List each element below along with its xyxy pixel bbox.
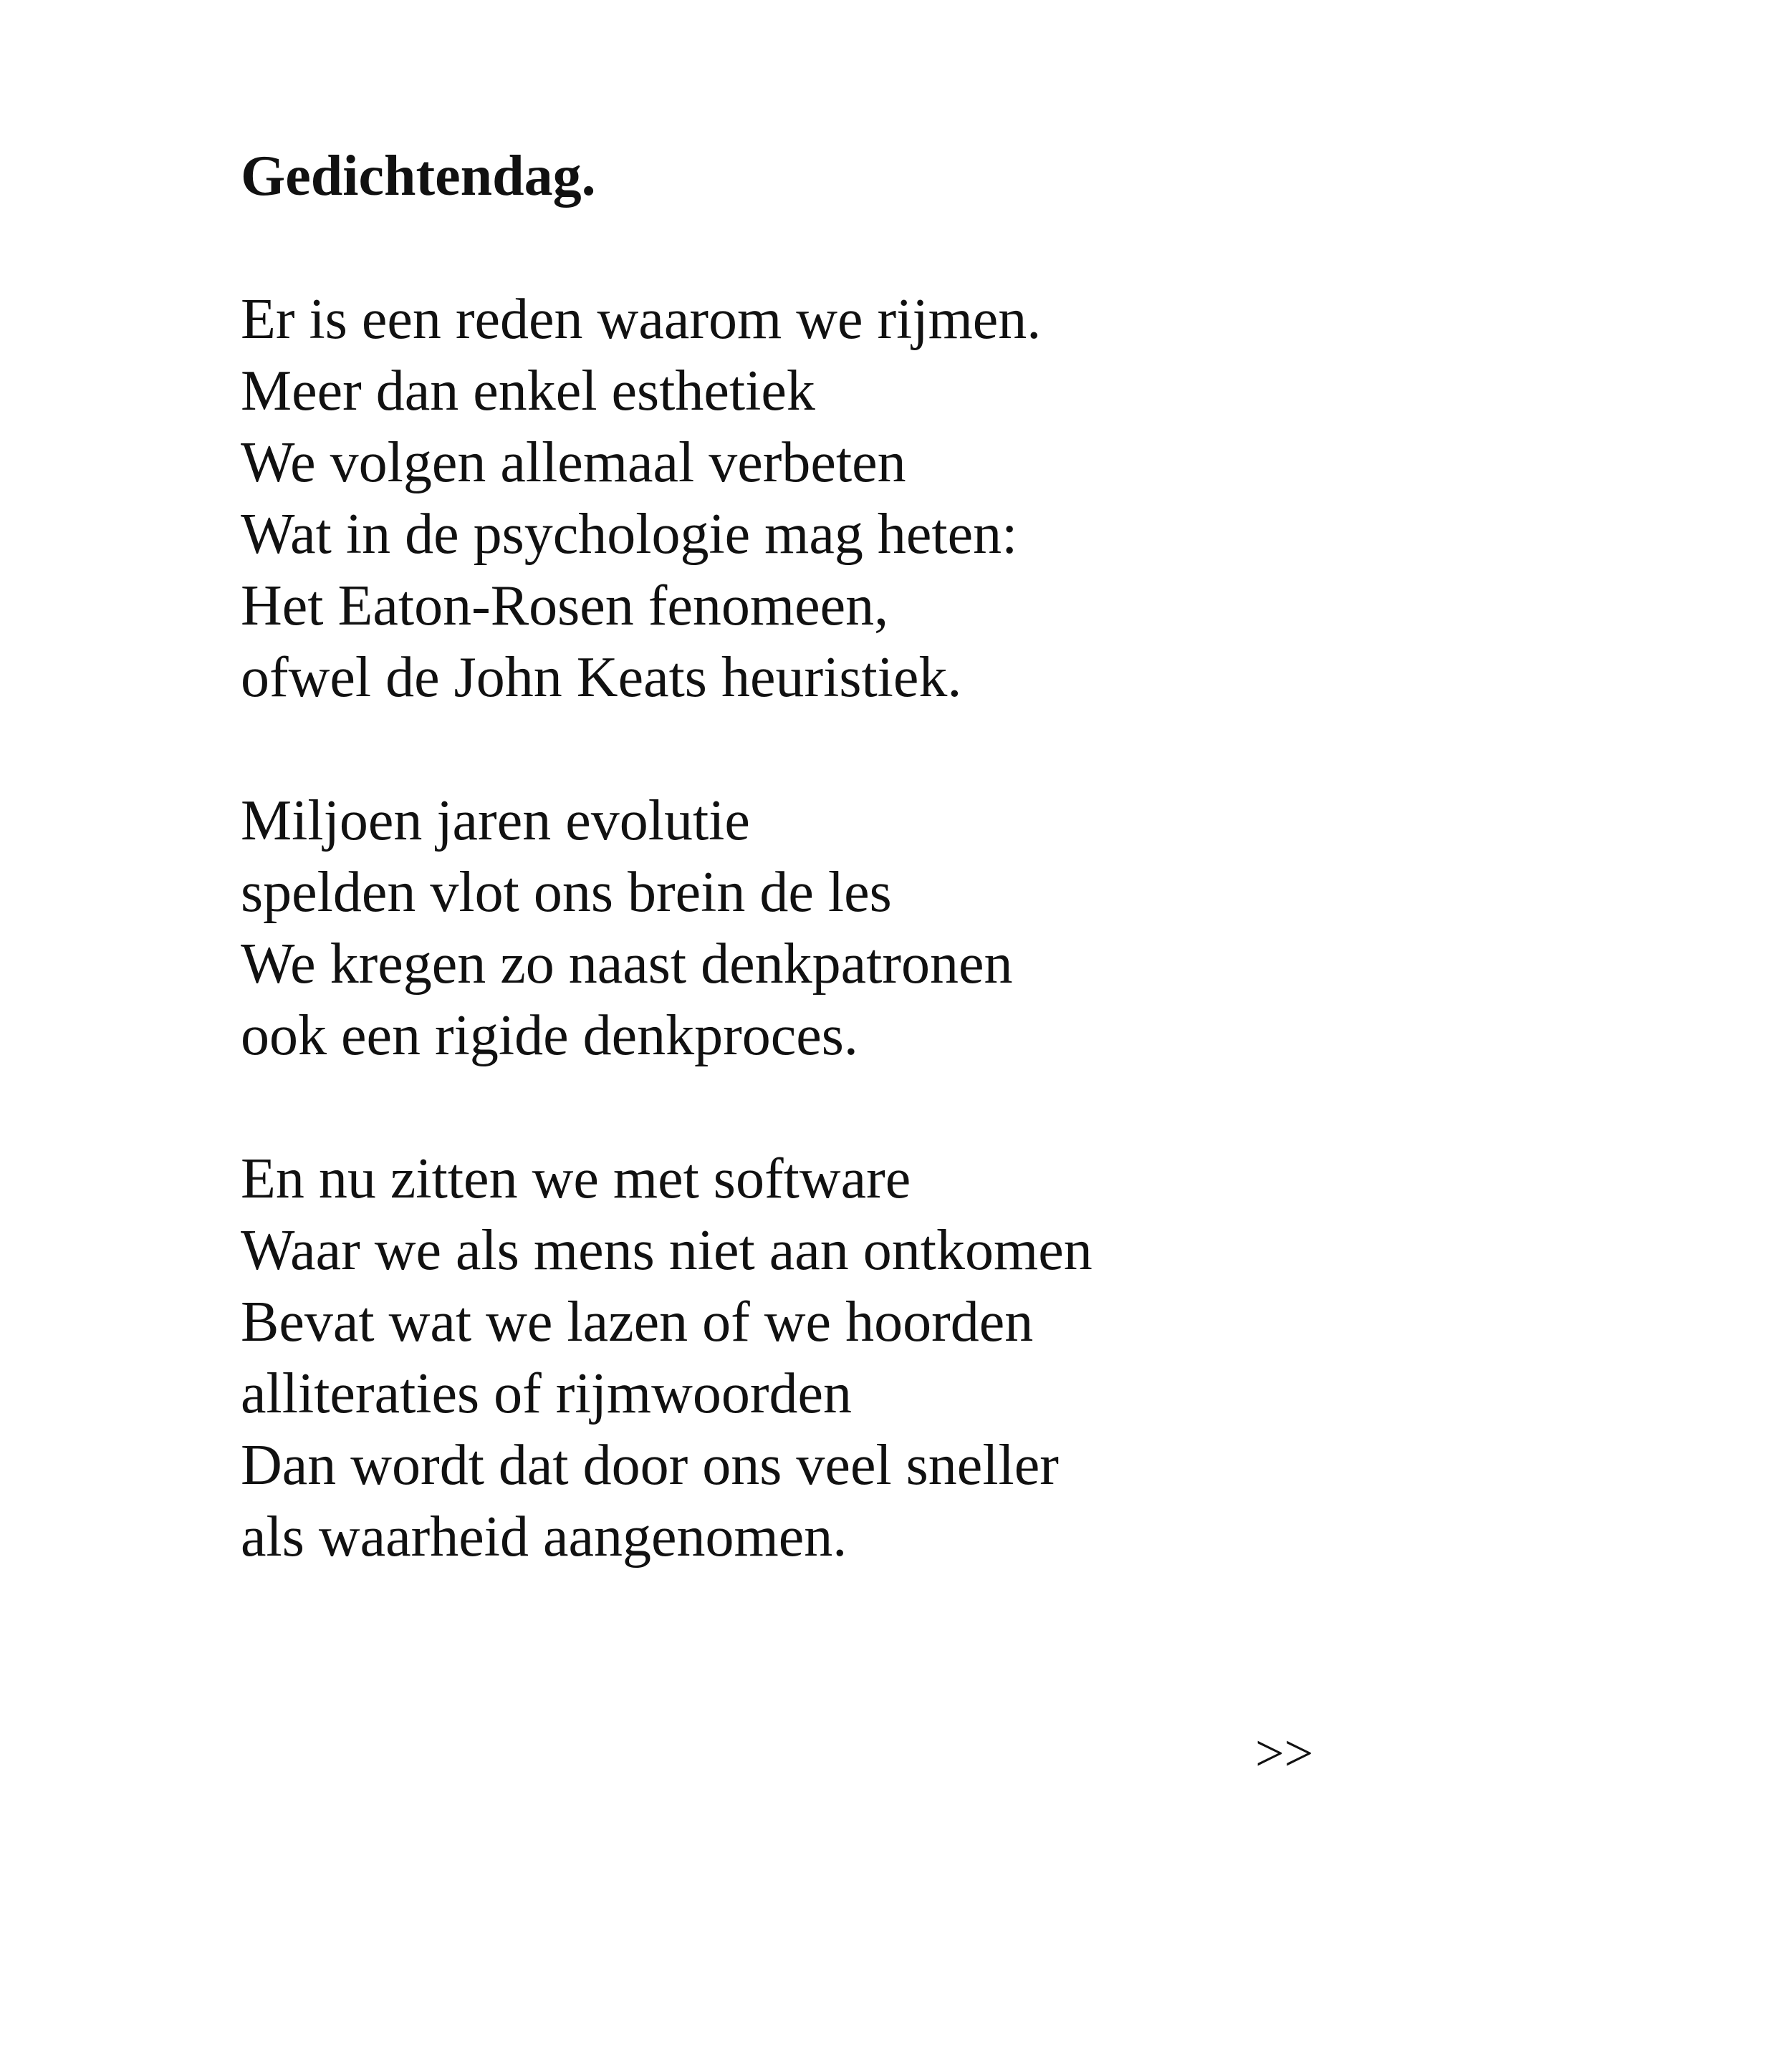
poem-line: En nu zitten we met software — [241, 1147, 911, 1210]
poem-line: Er is een reden waarom we rijmen. — [241, 288, 1042, 351]
poem-line: alliteraties of rijmwoorden — [241, 1362, 853, 1425]
poem — [241, 140, 1602, 1644]
poem-line: ook een rigide denkproces. — [241, 1004, 858, 1067]
stanza-2 — [241, 785, 1602, 1071]
poem-line: als waarheid aangenomen. — [241, 1505, 848, 1569]
stanza-3 — [241, 1143, 1602, 1573]
poem-line: Wat in de psychologie mag heten: — [241, 503, 1018, 566]
poem-line: Waar we als mens niet aan ontkomen — [241, 1219, 1093, 1282]
poem-line: We volgen allemaal verbeten — [241, 431, 906, 494]
next-page-link[interactable]: >> — [1255, 1725, 1314, 1782]
poem-line: spelden vlot ons brein de les — [241, 861, 892, 924]
stanza-1 — [241, 284, 1602, 713]
poem-line: Bevat wat we lazen of we hoorden — [241, 1291, 1034, 1354]
poem-line: Het Eaton-Rosen fenomeen, — [241, 574, 889, 637]
poem-line: Dan wordt dat door ons veel sneller — [241, 1434, 1059, 1497]
poem-line: We kregen zo naast denkpatronen — [241, 933, 1013, 996]
poem-line: ofwel de John Keats heuristiek. — [241, 646, 962, 709]
poem-line: Miljoen jaren evolutie — [241, 789, 750, 852]
poem-line: Meer dan enkel esthetiek — [241, 360, 815, 423]
poem-title: Gedichtendag. — [241, 145, 596, 208]
